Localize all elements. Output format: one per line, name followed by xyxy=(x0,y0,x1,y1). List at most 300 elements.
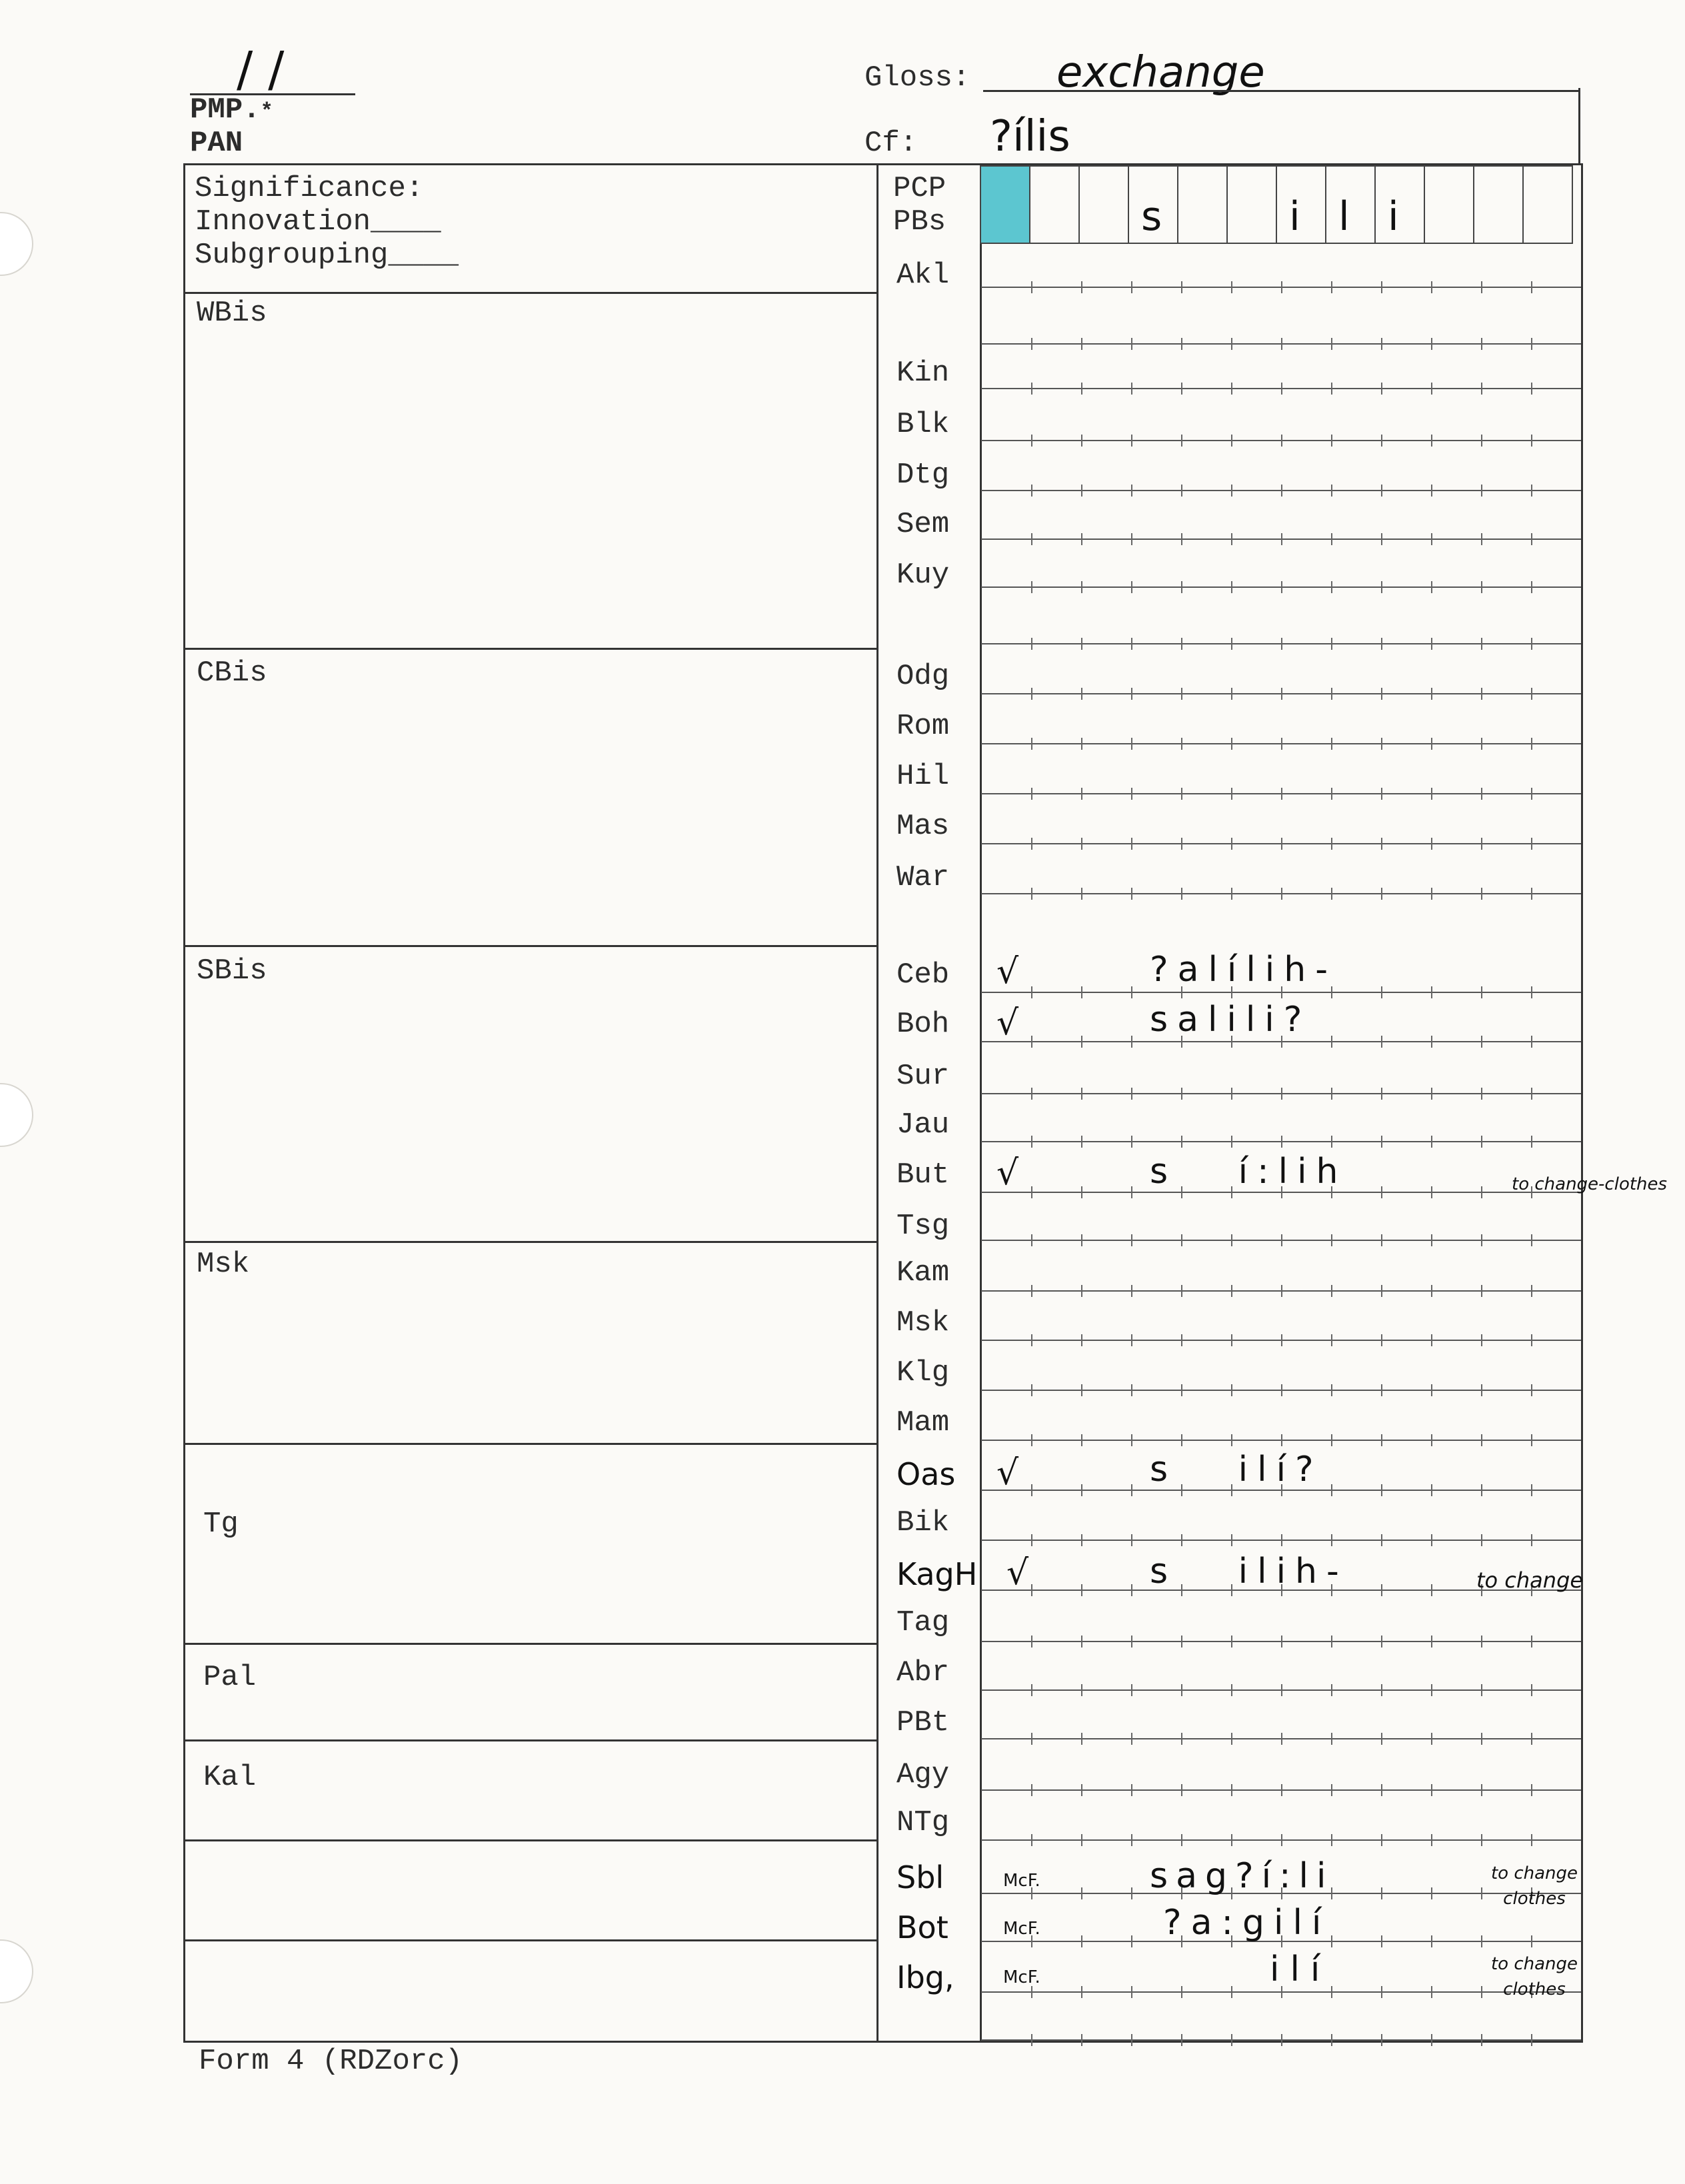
entry-tick xyxy=(1281,1733,1282,1745)
entry-tick xyxy=(1081,1986,1082,1998)
entry-tick xyxy=(1231,788,1232,800)
pbs-label: PBs xyxy=(893,205,946,239)
entry-tick xyxy=(1481,581,1482,593)
entry-tick xyxy=(1331,1935,1332,1947)
entry-tick xyxy=(1281,1784,1282,1796)
entry-tick xyxy=(1281,281,1282,293)
entry-line xyxy=(981,343,1581,345)
entry-tick xyxy=(1131,1684,1132,1696)
entry-tick xyxy=(1381,688,1382,700)
entry-tick xyxy=(1531,1834,1532,1846)
entry-tick xyxy=(1531,485,1532,497)
entry-tick xyxy=(1031,383,1032,395)
entry-tick xyxy=(1431,1285,1432,1297)
entry-tick xyxy=(1281,788,1282,800)
entry-tick xyxy=(1431,2034,1432,2046)
entry-line xyxy=(981,1240,1581,1241)
entry-tick xyxy=(1081,1484,1082,1496)
entry-tick xyxy=(1481,1534,1482,1546)
ibg-form: ilí xyxy=(1270,1949,1331,1989)
entry-tick xyxy=(1531,383,1532,395)
entry-tick xyxy=(1481,1986,1482,1998)
entry-tick xyxy=(1181,1784,1182,1796)
entry-tick xyxy=(1531,581,1532,593)
entry-tick xyxy=(1031,1684,1032,1696)
entry-tick xyxy=(1431,788,1432,800)
entry-tick xyxy=(1131,1186,1132,1198)
entry-tick xyxy=(1431,281,1432,293)
entry-tick xyxy=(1281,581,1282,593)
entry-tick xyxy=(1431,838,1432,850)
entry-tick xyxy=(1081,1186,1082,1198)
entry-tick xyxy=(1231,1234,1232,1246)
boh-form: salili? xyxy=(1150,1000,1312,1040)
entry-tick xyxy=(1431,688,1432,700)
language-label: Ibg, xyxy=(896,1959,954,1995)
entry-tick xyxy=(1331,1088,1332,1100)
entry-tick xyxy=(1431,986,1432,998)
entry-tick xyxy=(1031,1334,1032,1346)
entry-tick xyxy=(1031,1036,1032,1048)
entry-tick xyxy=(1481,838,1482,850)
entry-tick xyxy=(1031,738,1032,750)
kagh-note: to change xyxy=(1476,1568,1584,1593)
boh-check: √ xyxy=(996,1003,1019,1043)
language-label: Jau xyxy=(896,1108,950,1142)
entry-tick xyxy=(1231,533,1232,545)
entry-tick xyxy=(1431,1334,1432,1346)
entry-tick xyxy=(1181,435,1182,447)
entry-tick xyxy=(1081,838,1082,850)
language-label: KagH xyxy=(896,1556,978,1592)
entry-tick xyxy=(1431,1986,1432,1998)
cf-value: ?ílis xyxy=(990,112,1070,161)
language-label: Akl xyxy=(896,259,950,292)
entry-tick xyxy=(1531,1636,1532,1647)
entry-tick xyxy=(1031,1484,1032,1496)
entry-tick xyxy=(1531,435,1532,447)
entry-tick xyxy=(1381,788,1382,800)
entry-tick xyxy=(1131,688,1132,700)
entry-tick xyxy=(1381,281,1382,293)
entry-tick xyxy=(1181,338,1182,350)
language-label: Kam xyxy=(896,1256,950,1290)
entry-tick xyxy=(1431,1234,1432,1246)
entry-line xyxy=(981,440,1581,441)
entry-tick xyxy=(1181,1384,1182,1396)
entry-line xyxy=(981,1490,1581,1491)
pcp-label: PCP xyxy=(893,172,946,205)
entry-tick xyxy=(1431,1484,1432,1496)
entry-tick xyxy=(1481,1036,1482,1048)
entry-tick xyxy=(1481,533,1482,545)
language-label: Odg xyxy=(896,660,950,693)
entry-tick xyxy=(1381,1234,1382,1246)
entry-tick xyxy=(1531,1234,1532,1246)
entry-tick xyxy=(1131,1088,1132,1100)
entry-tick xyxy=(1481,1636,1482,1647)
entry-tick xyxy=(1081,281,1082,293)
entry-tick xyxy=(1081,1935,1082,1947)
entry-tick xyxy=(1531,1784,1532,1796)
entry-tick xyxy=(1281,838,1282,850)
entry-tick xyxy=(1331,435,1332,447)
entry-tick xyxy=(1031,2034,1032,2046)
entry-tick xyxy=(1031,1834,1032,1846)
entry-tick xyxy=(1331,1986,1332,1998)
bot-form: ?a:gilí xyxy=(1163,1903,1331,1943)
entry-line xyxy=(981,1192,1581,1193)
entry-tick xyxy=(1431,1887,1432,1899)
entry-tick xyxy=(1081,1234,1082,1246)
entry-line xyxy=(981,539,1581,540)
entry-tick xyxy=(1131,1986,1132,1998)
group-label-sbis: SBis xyxy=(197,954,267,988)
entry-tick xyxy=(1331,1834,1332,1846)
entry-tick xyxy=(1031,485,1032,497)
entry-tick xyxy=(1231,383,1232,395)
entry-line xyxy=(981,1093,1581,1094)
language-label: Bot xyxy=(896,1909,948,1945)
entry-tick xyxy=(1281,1684,1282,1696)
entry-tick xyxy=(1531,1136,1532,1148)
entry-tick xyxy=(1431,1136,1432,1148)
language-label: Rom xyxy=(896,710,950,743)
entry-tick xyxy=(1481,1434,1482,1446)
entry-tick xyxy=(1481,1684,1482,1696)
entry-tick xyxy=(1431,1186,1432,1198)
entry-tick xyxy=(1081,1733,1082,1745)
language-label: Hil xyxy=(896,760,950,793)
entry-tick xyxy=(1281,1136,1282,1148)
entry-tick xyxy=(1331,888,1332,900)
entry-tick xyxy=(1081,688,1082,700)
language-label: Sem xyxy=(896,508,950,541)
pmp-label: PMP.* xyxy=(190,93,273,127)
entry-tick xyxy=(1481,738,1482,750)
language-label: War xyxy=(896,861,950,894)
entry-tick xyxy=(1231,281,1232,293)
entry-tick xyxy=(1231,688,1232,700)
entry-tick xyxy=(1481,1136,1482,1148)
entry-tick xyxy=(1531,1935,1532,1947)
language-label: Tag xyxy=(896,1606,950,1639)
entry-tick xyxy=(1231,1434,1232,1446)
entry-tick xyxy=(1331,1234,1332,1246)
entry-line xyxy=(981,743,1581,744)
language-label: Sur xyxy=(896,1060,950,1093)
entry-line xyxy=(981,2039,1581,2041)
entry-tick xyxy=(1231,1834,1232,1846)
entry-tick xyxy=(1281,1384,1282,1396)
entry-tick xyxy=(1331,1684,1332,1696)
but-note: to change-clothes xyxy=(1512,1174,1668,1194)
language-label: Kuy xyxy=(896,558,950,592)
entry-tick xyxy=(1281,1334,1282,1346)
entry-tick xyxy=(1531,1434,1532,1446)
entry-tick xyxy=(1381,1733,1382,1745)
entry-tick xyxy=(1331,1434,1332,1446)
entry-line xyxy=(981,490,1581,491)
ceb-form: ?alílih- xyxy=(1150,950,1337,990)
entry-tick xyxy=(1081,1784,1082,1796)
entry-tick xyxy=(1131,788,1132,800)
entry-tick xyxy=(1481,1733,1482,1745)
entry-tick xyxy=(1031,1088,1032,1100)
entry-line xyxy=(981,1340,1581,1341)
language-label: Tsg xyxy=(896,1210,950,1243)
entry-line xyxy=(981,1738,1581,1739)
ibg-source: McF. xyxy=(1003,1967,1040,1987)
entry-tick xyxy=(1381,1986,1382,1998)
entry-tick xyxy=(1431,1036,1432,1048)
entry-tick xyxy=(1081,581,1082,593)
entry-tick xyxy=(1131,435,1132,447)
entry-tick xyxy=(1181,1234,1182,1246)
entry-tick xyxy=(1081,1334,1082,1346)
entry-tick xyxy=(1131,1784,1132,1796)
entry-tick xyxy=(1231,338,1232,350)
entry-tick xyxy=(1381,1534,1382,1546)
entry-tick xyxy=(1031,1285,1032,1297)
entry-tick xyxy=(1281,1834,1282,1846)
entry-tick xyxy=(1131,1484,1132,1496)
entry-tick xyxy=(1281,2034,1282,2046)
entry-tick xyxy=(1381,1834,1382,1846)
entry-tick xyxy=(1081,788,1082,800)
entry-tick xyxy=(1081,1887,1082,1899)
entry-tick xyxy=(1531,788,1532,800)
entry-tick xyxy=(1081,1384,1082,1396)
entry-tick xyxy=(1431,533,1432,545)
entry-tick xyxy=(1031,986,1032,998)
entry-tick xyxy=(1081,1285,1082,1297)
entry-tick xyxy=(1381,1584,1382,1596)
entry-tick xyxy=(1031,1636,1032,1647)
entry-tick xyxy=(1481,1935,1482,1947)
significance-title: Significance: xyxy=(195,172,424,205)
entry-tick xyxy=(1281,1285,1282,1297)
language-label: Dtg xyxy=(896,459,950,492)
entry-tick xyxy=(1181,838,1182,850)
entry-tick xyxy=(1181,1334,1182,1346)
form-footer: Form 4 (RDZorc) xyxy=(199,2045,463,2078)
entry-tick xyxy=(1381,1484,1382,1496)
language-label: Ceb xyxy=(896,958,950,992)
entry-tick xyxy=(1081,1534,1082,1546)
entry-tick xyxy=(1131,485,1132,497)
entry-tick xyxy=(1381,1887,1382,1899)
entry-tick xyxy=(1531,1733,1532,1745)
sbl-form: sag?í:li xyxy=(1150,1856,1334,1896)
entry-tick xyxy=(1381,1434,1382,1446)
language-label: Bik xyxy=(896,1506,950,1540)
entry-tick xyxy=(1481,485,1482,497)
entry-tick xyxy=(1131,1935,1132,1947)
entry-tick xyxy=(1131,1285,1132,1297)
entry-tick xyxy=(1131,383,1132,395)
entry-line xyxy=(981,388,1581,389)
entry-tick xyxy=(1281,533,1282,545)
entry-tick xyxy=(1331,1384,1332,1396)
oas-check: √ xyxy=(996,1453,1019,1493)
entry-tick xyxy=(1181,281,1182,293)
entry-tick xyxy=(1331,1636,1332,1647)
entry-tick xyxy=(1431,435,1432,447)
entry-tick xyxy=(1381,435,1382,447)
entry-tick xyxy=(1231,485,1232,497)
entry-tick xyxy=(1181,1136,1182,1148)
entry-tick xyxy=(1531,338,1532,350)
language-label: Sbl xyxy=(896,1859,944,1895)
group-label-cbis: CBis xyxy=(197,656,267,690)
entry-tick xyxy=(1231,838,1232,850)
entry-tick xyxy=(1131,1636,1132,1647)
entry-tick xyxy=(1531,738,1532,750)
entry-tick xyxy=(1531,1334,1532,1346)
entry-tick xyxy=(1431,581,1432,593)
entry-tick xyxy=(1031,281,1032,293)
entry-tick xyxy=(1231,1285,1232,1297)
entry-line xyxy=(981,1689,1581,1691)
entry-tick xyxy=(1281,1636,1282,1647)
entry-tick xyxy=(1031,638,1032,650)
language-label: Mam xyxy=(896,1406,950,1440)
entry-tick xyxy=(1031,1733,1032,1745)
entry-tick xyxy=(1181,788,1182,800)
entry-tick xyxy=(1481,383,1482,395)
proto-cell-letter: i xyxy=(1289,193,1300,240)
entry-tick xyxy=(1131,2034,1132,2046)
gloss-label: Gloss: xyxy=(864,61,970,95)
entry-line xyxy=(981,1540,1581,1541)
entry-tick xyxy=(1131,1434,1132,1446)
entry-tick xyxy=(1031,1534,1032,1546)
entry-tick xyxy=(1481,435,1482,447)
entry-tick xyxy=(1081,2034,1082,2046)
entry-tick xyxy=(1431,338,1432,350)
entry-tick xyxy=(1131,1334,1132,1346)
entry-tick xyxy=(1181,383,1182,395)
entry-tick xyxy=(1481,1088,1482,1100)
entry-tick xyxy=(1381,888,1382,900)
entry-tick xyxy=(1131,533,1132,545)
entry-tick xyxy=(1081,1136,1082,1148)
entry-tick xyxy=(1031,1136,1032,1148)
entry-tick xyxy=(1181,581,1182,593)
entry-tick xyxy=(1281,688,1282,700)
entry-tick xyxy=(1081,485,1082,497)
entry-tick xyxy=(1331,1334,1332,1346)
entry-tick xyxy=(1481,1484,1482,1496)
language-label: NTg xyxy=(896,1806,950,1839)
entry-tick xyxy=(1431,1384,1432,1396)
entry-tick xyxy=(1431,485,1432,497)
proto-cell-letter: l xyxy=(1338,193,1350,240)
entry-tick xyxy=(1281,338,1282,350)
entry-tick xyxy=(1181,1088,1182,1100)
entry-tick xyxy=(1081,1088,1082,1100)
subgrouping-field: Subgrouping____ xyxy=(195,239,459,272)
entry-tick xyxy=(1531,888,1532,900)
cf-label: Cf: xyxy=(864,127,918,160)
entry-tick xyxy=(1081,533,1082,545)
entry-tick xyxy=(1281,638,1282,650)
entry-tick xyxy=(1131,281,1132,293)
entry-tick xyxy=(1231,1534,1232,1546)
entry-tick xyxy=(1381,2034,1382,2046)
entry-tick xyxy=(1231,1088,1232,1100)
entry-line xyxy=(981,1641,1581,1642)
entry-tick xyxy=(1331,738,1332,750)
innovation-field: Innovation____ xyxy=(195,205,441,239)
entry-tick xyxy=(1231,1784,1232,1796)
but-check: √ xyxy=(996,1153,1019,1193)
entry-tick xyxy=(1381,1636,1382,1647)
entry-tick xyxy=(1331,2034,1332,2046)
sbl-note: to change clothes xyxy=(1490,1863,1578,1909)
entry-tick xyxy=(1381,1136,1382,1148)
entry-tick xyxy=(1431,1584,1432,1596)
entry-tick xyxy=(1181,1434,1182,1446)
entry-tick xyxy=(1231,888,1232,900)
entry-tick xyxy=(1281,738,1282,750)
entry-tick xyxy=(1381,838,1382,850)
entry-tick xyxy=(1181,2034,1182,2046)
entry-tick xyxy=(1131,1384,1132,1396)
entry-tick xyxy=(1081,1584,1082,1596)
entry-tick xyxy=(1431,638,1432,650)
entry-tick xyxy=(1081,1684,1082,1696)
entry-tick xyxy=(1331,485,1332,497)
entry-tick xyxy=(1131,1234,1132,1246)
entry-tick xyxy=(1431,1088,1432,1100)
entry-tick xyxy=(1281,1434,1282,1446)
header-slashes: / / xyxy=(237,41,285,97)
entry-tick xyxy=(1431,1434,1432,1446)
entry-tick xyxy=(1081,1834,1082,1846)
entry-line xyxy=(981,586,1581,588)
entry-tick xyxy=(1231,1733,1232,1745)
entry-tick xyxy=(1531,1534,1532,1546)
entry-tick xyxy=(1481,1186,1482,1198)
entry-tick xyxy=(1431,383,1432,395)
entry-tick xyxy=(1181,888,1182,900)
entry-tick xyxy=(1031,338,1032,350)
entry-tick xyxy=(1031,888,1032,900)
entry-tick xyxy=(1331,1733,1332,1745)
entry-tick xyxy=(1131,338,1132,350)
entry-tick xyxy=(1031,688,1032,700)
entry-tick xyxy=(1381,1036,1382,1048)
entry-tick xyxy=(1031,533,1032,545)
language-label: But xyxy=(896,1158,950,1192)
entry-tick xyxy=(1131,986,1132,998)
entry-line xyxy=(981,643,1581,644)
entry-tick xyxy=(1231,2034,1232,2046)
entry-line xyxy=(981,843,1581,844)
entry-tick xyxy=(1331,1285,1332,1297)
entry-tick xyxy=(1281,1534,1282,1546)
entry-tick xyxy=(1281,1234,1282,1246)
entry-line xyxy=(981,287,1581,288)
entry-line xyxy=(981,1839,1581,1841)
entry-tick xyxy=(1481,638,1482,650)
language-label: PBt xyxy=(896,1706,950,1739)
entry-tick xyxy=(1081,338,1082,350)
entry-tick xyxy=(1031,1784,1032,1796)
entry-tick xyxy=(1381,1334,1382,1346)
